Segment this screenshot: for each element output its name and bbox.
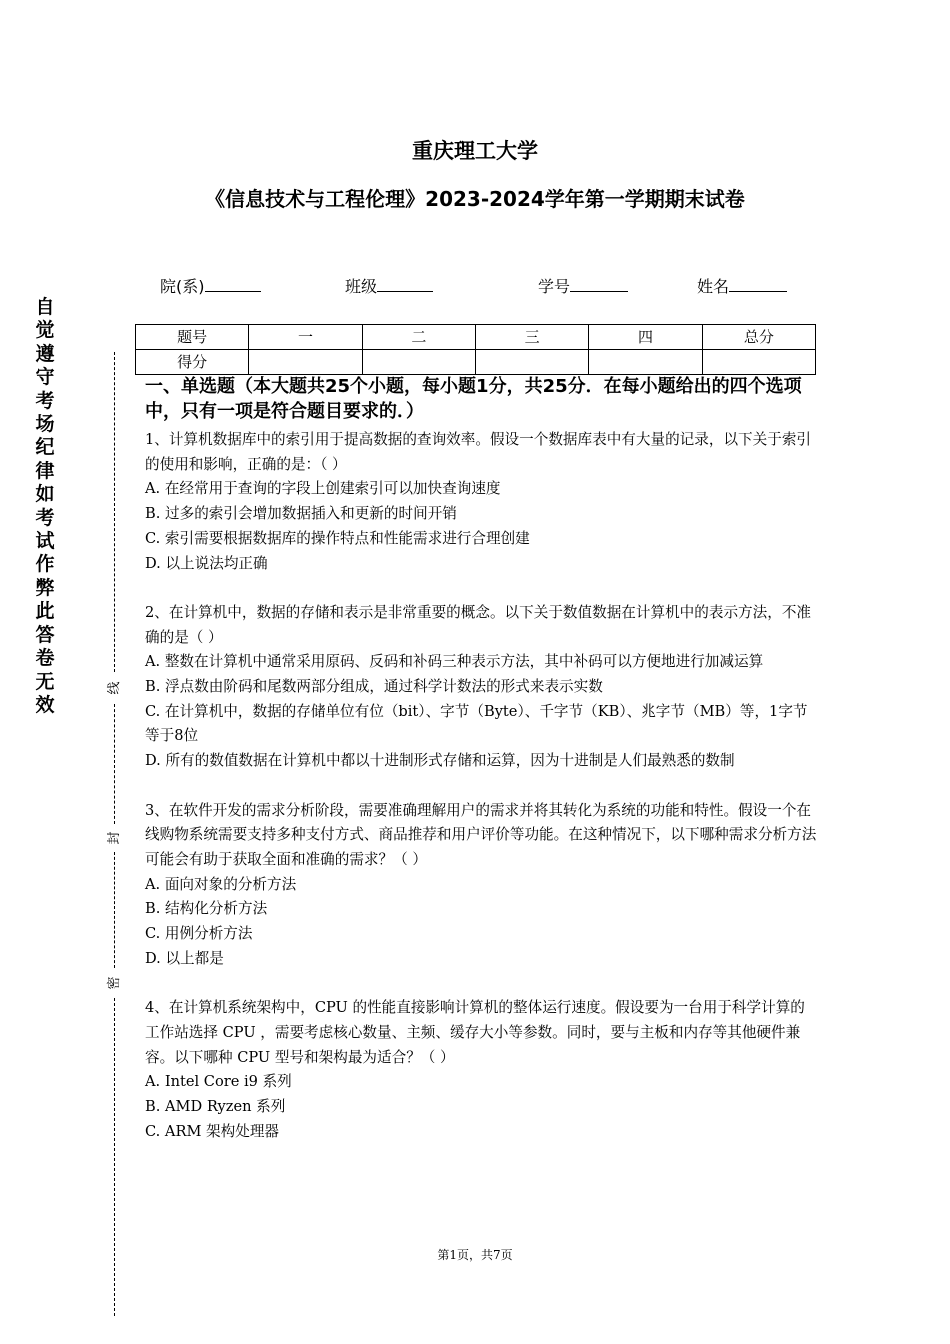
binding-dash-line bbox=[114, 852, 115, 968]
department-blank[interactable] bbox=[205, 275, 261, 292]
score-table-cell: 三 bbox=[475, 325, 588, 350]
score-table-cell: 二 bbox=[362, 325, 475, 350]
side-notice: 自觉遵守考场纪律如考试作弊此答卷无效 bbox=[35, 296, 55, 716]
answer-option[interactable]: B. 结构化分析方法 bbox=[145, 900, 268, 918]
answer-option[interactable]: A. 整数在计算机中通常采用原码、反码和补码三种表示方法，其中补码可以方便地进行加减运算 bbox=[145, 653, 764, 671]
question bbox=[145, 601, 817, 774]
answer-option[interactable]: B. 过多的索引会增加数据插入和更新的时间开销 bbox=[145, 505, 457, 523]
name-blank[interactable] bbox=[729, 275, 787, 292]
score-table-score-row bbox=[136, 350, 816, 375]
question-stem: 3、在软件开发的需求分析阶段，需要准确理解用户的需求并将其转化为系统的功能和特性。假设一个在线购物系统需要支持多种支付方式、商品推荐和用户评价等功能。在这种情况下，以下哪种需求分析方法可能会有助于获取全面和准确的需求？（ ） bbox=[145, 801, 817, 868]
binding-dash-line bbox=[114, 998, 115, 1316]
answer-option[interactable]: D. 以上说法均正确 bbox=[145, 554, 268, 572]
question bbox=[145, 428, 817, 576]
score-row-label: 得分 bbox=[136, 350, 249, 375]
question bbox=[145, 799, 817, 972]
score-table-header-row bbox=[136, 325, 816, 350]
score-table-cell: 一 bbox=[249, 325, 362, 350]
score-input-cell[interactable] bbox=[589, 350, 702, 375]
name-label: 姓名 bbox=[697, 277, 730, 296]
answer-option[interactable]: C. 在计算机中，数据的存储单位有位（bit）、字节（Byte）、千字节（KB）、兆字节（MB）等，1字节等于8位 bbox=[145, 702, 808, 745]
answer-option[interactable]: B. AMD Ryzen 系列 bbox=[145, 1097, 286, 1115]
student-id-field[interactable] bbox=[538, 275, 628, 298]
department-field[interactable] bbox=[160, 275, 261, 298]
score-table-cell: 总分 bbox=[702, 325, 815, 350]
class-field[interactable] bbox=[345, 275, 433, 298]
exam-content bbox=[145, 374, 817, 1144]
binding-mark-xian: 线 bbox=[106, 679, 124, 697]
question bbox=[145, 996, 817, 1144]
answer-option[interactable]: A. Intel Core i9 系列 bbox=[145, 1073, 292, 1091]
score-input-cell[interactable] bbox=[702, 350, 815, 375]
binding-dash-line bbox=[114, 704, 115, 824]
answer-option[interactable]: A. 面向对象的分析方法 bbox=[145, 875, 297, 893]
class-blank[interactable] bbox=[377, 275, 433, 292]
binding-dash-line bbox=[114, 352, 115, 672]
score-table bbox=[135, 324, 816, 375]
question-stem: 1、计算机数据库中的索引用于提高数据的查询效率。假设一个数据库表中有大量的记录，以下关于索引的使用和影响，正确的是：（ ） bbox=[145, 431, 812, 473]
answer-option[interactable]: D. 以上都是 bbox=[145, 949, 224, 967]
question-stem: 2、在计算机中，数据的存储和表示是非常重要的概念。以下关于数值数据在计算机中的表示方法，不准确的是（ ） bbox=[145, 603, 812, 646]
student-id-blank[interactable] bbox=[570, 275, 628, 292]
binding-mark-mi: 密 bbox=[106, 974, 124, 992]
class-label: 班级 bbox=[345, 277, 378, 296]
section-title: 一、单选题（本大题共25个小题，每小题1分，共25分．在每小题给出的四个选项中，只有一项是符合题目要求的．） bbox=[145, 376, 802, 422]
exam-title: 《信息技术与工程伦理》2023-2024学年第一学期期末试卷 bbox=[205, 187, 745, 211]
answer-option[interactable]: A. 在经常用于查询的字段上创建索引可以加快查询速度 bbox=[145, 480, 501, 498]
score-table-cell: 题号 bbox=[136, 325, 249, 350]
answer-option[interactable]: D. 所有的数值数据在计算机中都以十进制形式存储和运算，因为十进制是人们最熟悉的数制 bbox=[145, 752, 735, 770]
student-id-label: 学号 bbox=[538, 277, 571, 296]
name-field[interactable] bbox=[697, 275, 787, 298]
score-input-cell[interactable] bbox=[249, 350, 362, 375]
department-label: 院(系) bbox=[160, 277, 205, 296]
question-stem: 4、在计算机系统架构中，CPU 的性能直接影响计算机的整体运行速度。假设要为一台用于科学计算的工作站选择 CPU ，需要考虑核心数量、主频、缓存大小等参数。同时，要与主板和内存等其他硬件兼容。以下哪种 CPU 型号和架构最为适合？（ ） bbox=[145, 999, 805, 1066]
score-input-cell[interactable] bbox=[475, 350, 588, 375]
university-title: 重庆理工大学 bbox=[412, 139, 538, 163]
answer-option[interactable]: C. ARM 架构处理器 bbox=[145, 1122, 280, 1140]
answer-option[interactable]: B. 浮点数由阶码和尾数两部分组成，通过科学计数法的形式来表示实数 bbox=[145, 678, 603, 696]
score-table-cell: 四 bbox=[589, 325, 702, 350]
answer-option[interactable]: C. 用例分析方法 bbox=[145, 925, 253, 943]
answer-option[interactable]: C. 索引需要根据数据库的操作特点和性能需求进行合理创建 bbox=[145, 529, 530, 547]
page-footer: 第1页，共7页 bbox=[437, 1248, 513, 1262]
score-input-cell[interactable] bbox=[362, 350, 475, 375]
binding-mark-feng: 封 bbox=[106, 829, 124, 847]
